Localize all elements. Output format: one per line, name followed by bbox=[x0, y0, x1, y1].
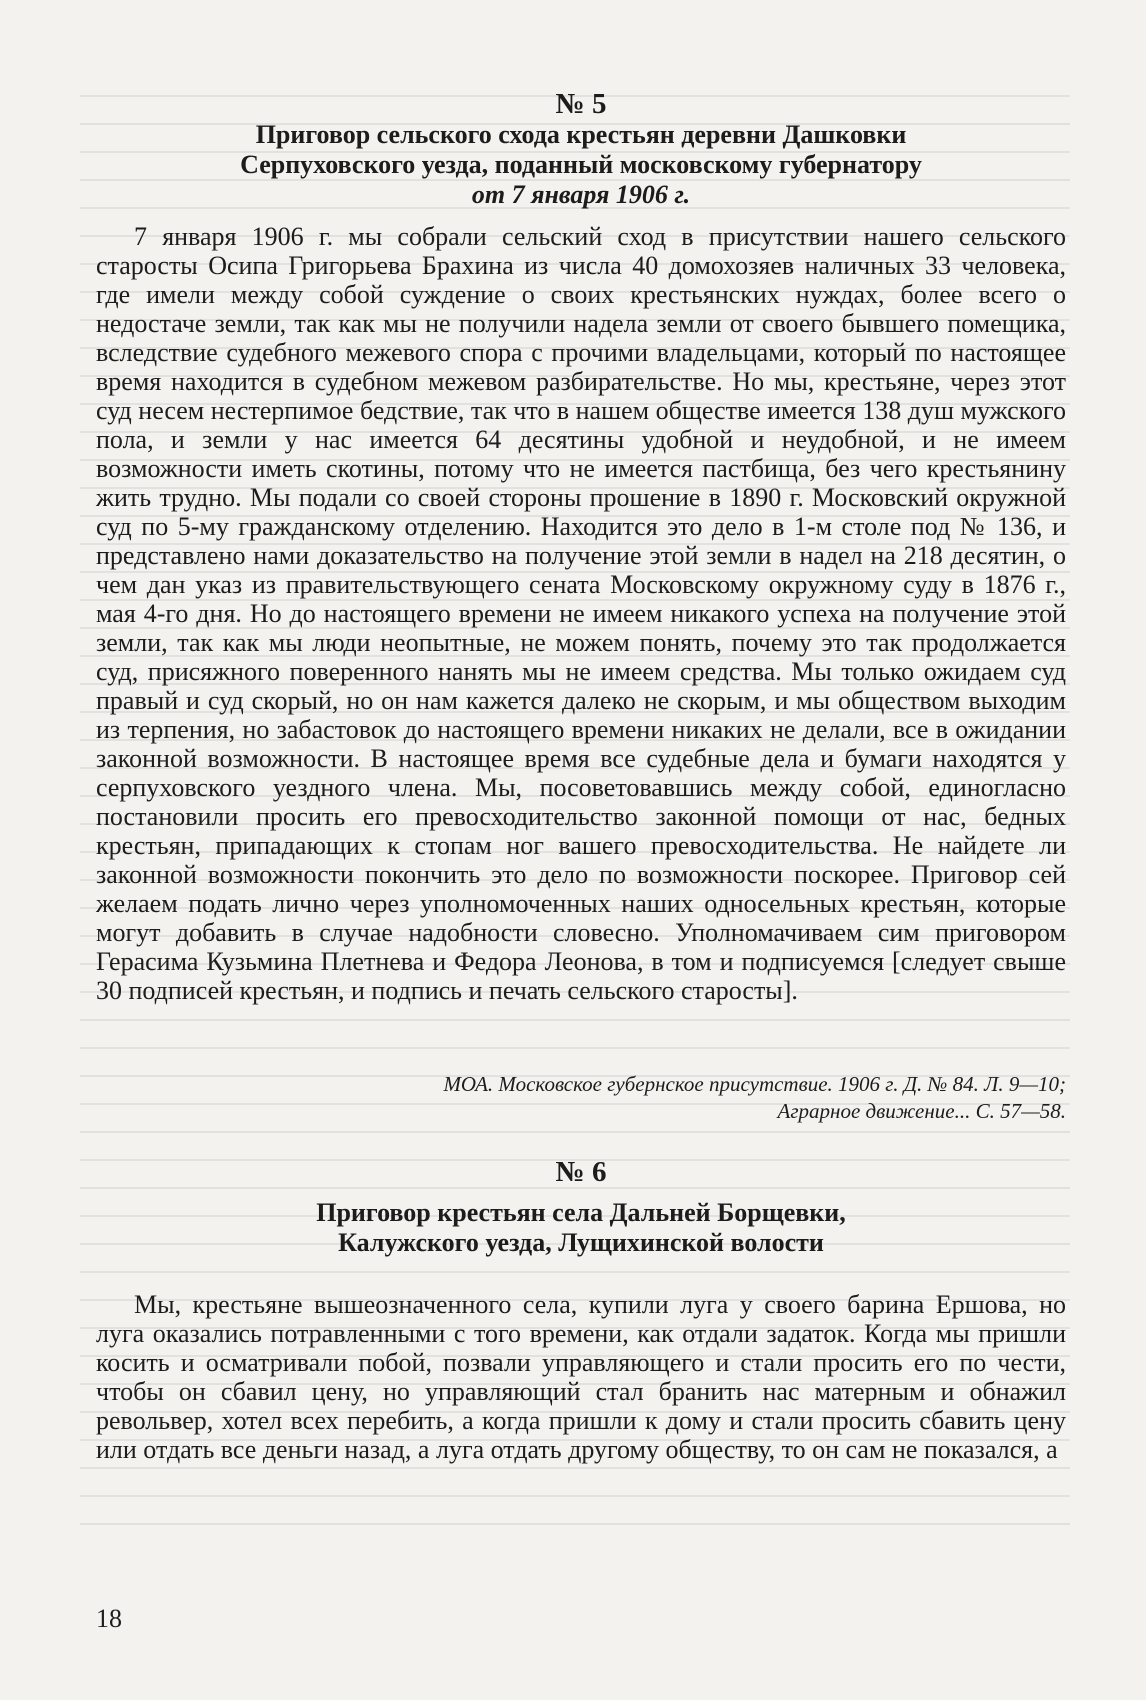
doc6-header bbox=[96, 1156, 1066, 1258]
doc5-title-line1: Приговор сельского схода крестьян деревни Дашковки bbox=[255, 120, 907, 149]
doc6-text: Мы, крестьяне вышеозначенного села, купили луга у своего барина Ершова, но луга оказались потравленными с того времени, как отдали задаток. Когда мы пришли косить и осматривали побой, позвали управляющего и стали просить его по чести, чтобы он сбавил цену, но управляющий стал бранить нас матерным и обнажил револьвер, хотел всех перебить, а когда пришли к дому и стали просить сбавить цену или отдать все деньги назад, а луга отдать другому обществу, то он сам не показался, а bbox=[96, 1290, 1066, 1464]
doc6-number: № 6 bbox=[555, 1156, 607, 1188]
doc5-source bbox=[96, 1071, 1066, 1125]
doc5-title-line2: Серпуховского уезда, поданный московскому губернатору bbox=[240, 150, 922, 179]
doc5-header bbox=[96, 88, 1066, 210]
doc6-body bbox=[96, 1290, 1066, 1464]
page-number: 18 bbox=[96, 1604, 122, 1633]
doc5-body bbox=[96, 222, 1066, 1005]
doc5-text: 7 января 1906 г. мы собрали сельский сход в присутствии нашего сельского старосты Осипа Григорьева Брахина из числа 40 домохозяев наличных 33 человека, где имели между собой суждение о своих крестьянских нуждах, более всего о недостаче земли, так как мы не получили надела земли от своего бывшего помещика, вследствие судебного межевого спора с прочими владельцами, который по настоящее время находится в судебном межевом разбирательстве. Но мы, крестьяне, через этот суд несем нестерпимое бедствие, так что в нашем обществе имеется 138 душ мужского пола, и земли у нас имеется 64 десятины удобной и неудобной, и не имеем возможности иметь скотины, потому что не имеется пастбища, без чего крестьянину жить трудно. Мы подали со своей стороны прошение в 1890 г. Московский окружной суд по 5-му гражданскому отделению. Находится это дело в 1-м столе под № 136, и представлено нами доказательство на получение этой земли в надел на 218 десятин, о чем дан указ из правительствующего сената Московскому окружному суду в 1876 г., мая 4-го дня. Но до настоящего времени не имеем никакого успеха на получение этой земли, так как мы люди неопытные, не можем понять, почему это так продолжается суд, присяжного поверенного нанять мы не имеем средства. Мы только ожидаем суд правый и суд скорый, но он нам кажется далеко не скорым, и мы обществом выходим из терпения, но забастовок до настоящего времени никаких не делали, все в ожидании законной возможности. В настоящее время все судебные дела и бумаги находятся у серпуховского уездного члена. Мы, посоветовавшись между собой, единогласно постановили просить его превосходительство законной помощи от нас, бедных крестьян, припадающих к стопам ног вашего превосходительства. Не найдете ли законной возможности покончить это дело по возможности поскорее. Приговор сей желаем подать лично через уполномоченных наших односельных крестьян, которые могут добавить в случае надобности словесно. Уполномачиваем сим приговором Герасима Кузьмина Плетнева и Федора Леонова, в том и подписуемся [следует свыше 30 подписей крестьян, и подпись и печать сельского старосты]. bbox=[96, 222, 1066, 1005]
doc5-number: № 5 bbox=[555, 88, 607, 120]
doc5-source-line2: Аграрное движение... С. 57—58. bbox=[777, 1099, 1066, 1123]
doc6-title-line1: Приговор крестьян села Дальней Борщевки, bbox=[316, 1198, 846, 1227]
doc6-title-line2: Калужского уезда, Лущихинской волости bbox=[338, 1228, 824, 1257]
doc5-date: от 7 января 1906 г. bbox=[471, 180, 691, 209]
doc5-source-line1: МОА. Московское губернское присутствие. 1906 г. Д. № 84. Л. 9—10; bbox=[443, 1072, 1066, 1096]
